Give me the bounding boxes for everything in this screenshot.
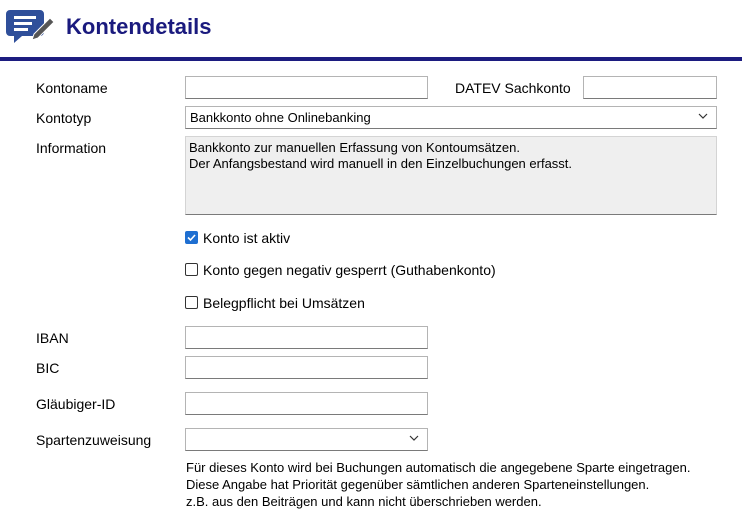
kontotyp-selected-value: Bankkonto ohne Onlinebanking: [190, 110, 371, 125]
information-label: Information: [36, 140, 107, 156]
negativ-checkbox-label[interactable]: Konto gegen negativ gesperrt (Guthabenkonto): [203, 262, 496, 278]
aktiv-checkbox[interactable]: [185, 231, 198, 244]
datev-label: DATEV Sachkonto: [455, 80, 571, 96]
chevron-down-icon: [698, 111, 708, 121]
hint-line-1: Für dieses Konto wird bei Buchungen automatisch die angegebene Sparte eingetragen.: [186, 460, 691, 475]
beleg-checkbox[interactable]: [185, 296, 198, 309]
header-divider: [0, 57, 742, 61]
iban-label: IBAN: [36, 330, 69, 346]
bic-label: BIC: [36, 360, 60, 376]
sparte-select[interactable]: [185, 428, 428, 451]
kontotyp-select[interactable]: [185, 106, 717, 129]
beleg-checkbox-label[interactable]: Belegpflicht bei Umsätzen: [203, 295, 365, 311]
page-title: Kontendetails: [66, 14, 212, 39]
iban-input[interactable]: [185, 326, 428, 349]
bic-input[interactable]: [185, 356, 428, 379]
negativ-checkbox[interactable]: [185, 263, 198, 276]
information-textbox[interactable]: [185, 136, 717, 215]
kontotyp-label: Kontotyp: [36, 110, 92, 126]
chevron-down-icon: [409, 433, 419, 443]
datev-input[interactable]: [583, 76, 717, 99]
glaeubiger-id-input[interactable]: [185, 392, 428, 415]
edit-document-icon: [6, 6, 56, 46]
information-line-1: Bankkonto zur manuellen Erfassung von Kontoumsätzen.: [189, 140, 520, 155]
glaeubiger-id-label: Gläubiger-ID: [36, 396, 116, 412]
hint-line-3: z.B. aus den Beiträgen und kann nicht überschrieben werden.: [186, 494, 542, 509]
aktiv-checkbox-label[interactable]: Konto ist aktiv: [203, 230, 291, 246]
kontoname-input[interactable]: [185, 76, 428, 99]
hint-line-2: Diese Angabe hat Priorität gegenüber sämtlichen anderen Sparteneinstellungen.: [186, 477, 650, 492]
information-line-2: Der Anfangsbestand wird manuell in den Einzelbuchungen erfasst.: [189, 156, 573, 171]
sparte-label: Spartenzuweisung: [36, 432, 152, 448]
sparte-hint-text: [186, 459, 742, 510]
kontoname-label: Kontoname: [36, 80, 108, 96]
aktiv-checkbox-row[interactable]: [185, 231, 198, 244]
check-icon: [186, 232, 197, 243]
